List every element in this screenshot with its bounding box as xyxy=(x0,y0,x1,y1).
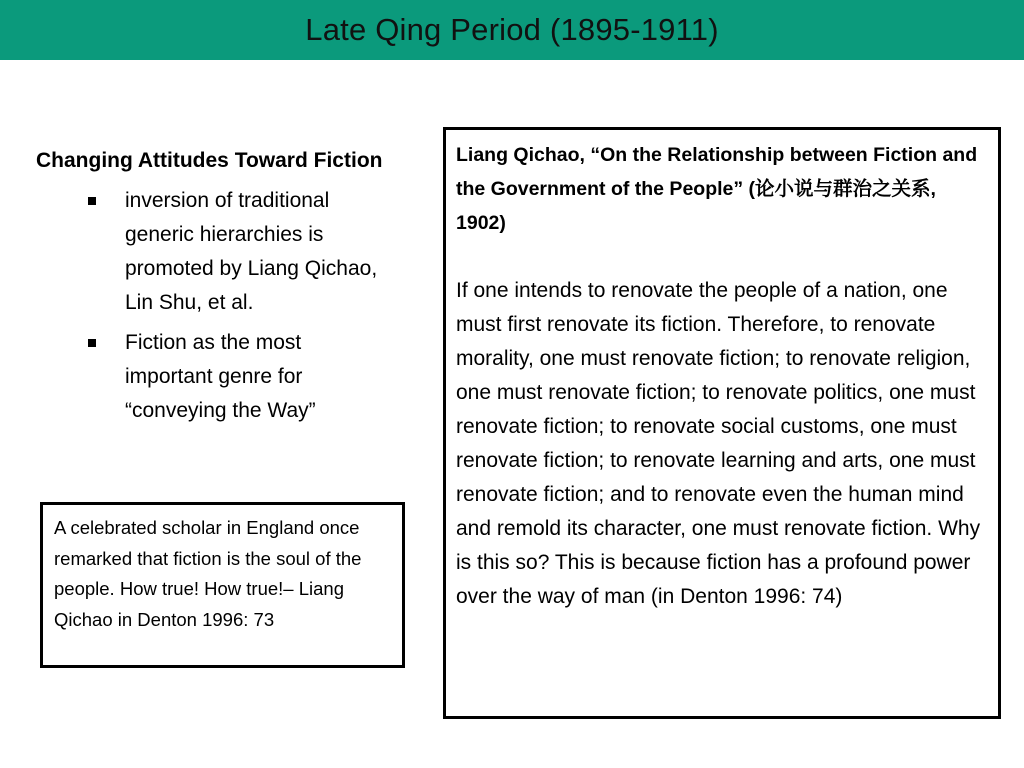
main-quote-heading: Liang Qichao, “On the Relationship between Fiction and the Government of the People” (论小说与群治之关系, 1902) xyxy=(456,144,978,234)
bullet-list xyxy=(36,184,406,428)
bullet-text: inversion of traditional generic hierarchies is promoted by Liang Qichao, Lin Shu, et al. xyxy=(125,189,378,314)
bullet-item xyxy=(88,184,390,320)
bullet-item xyxy=(88,326,390,428)
title-bar xyxy=(0,0,1024,60)
square-bullet-icon xyxy=(88,339,96,347)
small-quote-text: A celebrated scholar in England once remarked that fiction is the soul of the people. How true! How true!– Liang Qichao in Denton 1996: 73 xyxy=(54,517,362,630)
small-quote-box xyxy=(40,502,405,668)
main-quote-body: If one intends to renovate the people of a nation, one must first renovate its fiction. Therefore, to renovate morality, one must renovate fiction; to renovate religion, one must renovate fiction; to renovate politics, one must renovate fiction; to renovate social customs, one must renovate fiction; to renovate learning and arts, one must renovate fiction; and to renovate even the human mind and remold its character, one must renovate fiction. Why is this so? This is because fiction has a profound power over the way of man (in Denton 1996: 74) xyxy=(456,279,981,608)
slide-title: Late Qing Period (1895-1911) xyxy=(305,12,719,47)
bullet-text: Fiction as the most important genre for “conveying the Way” xyxy=(125,331,316,422)
main-quote-box xyxy=(443,127,1001,719)
square-bullet-icon xyxy=(88,197,96,205)
section-heading: Changing Attitudes Toward Fiction xyxy=(36,149,383,172)
left-column xyxy=(36,144,406,434)
